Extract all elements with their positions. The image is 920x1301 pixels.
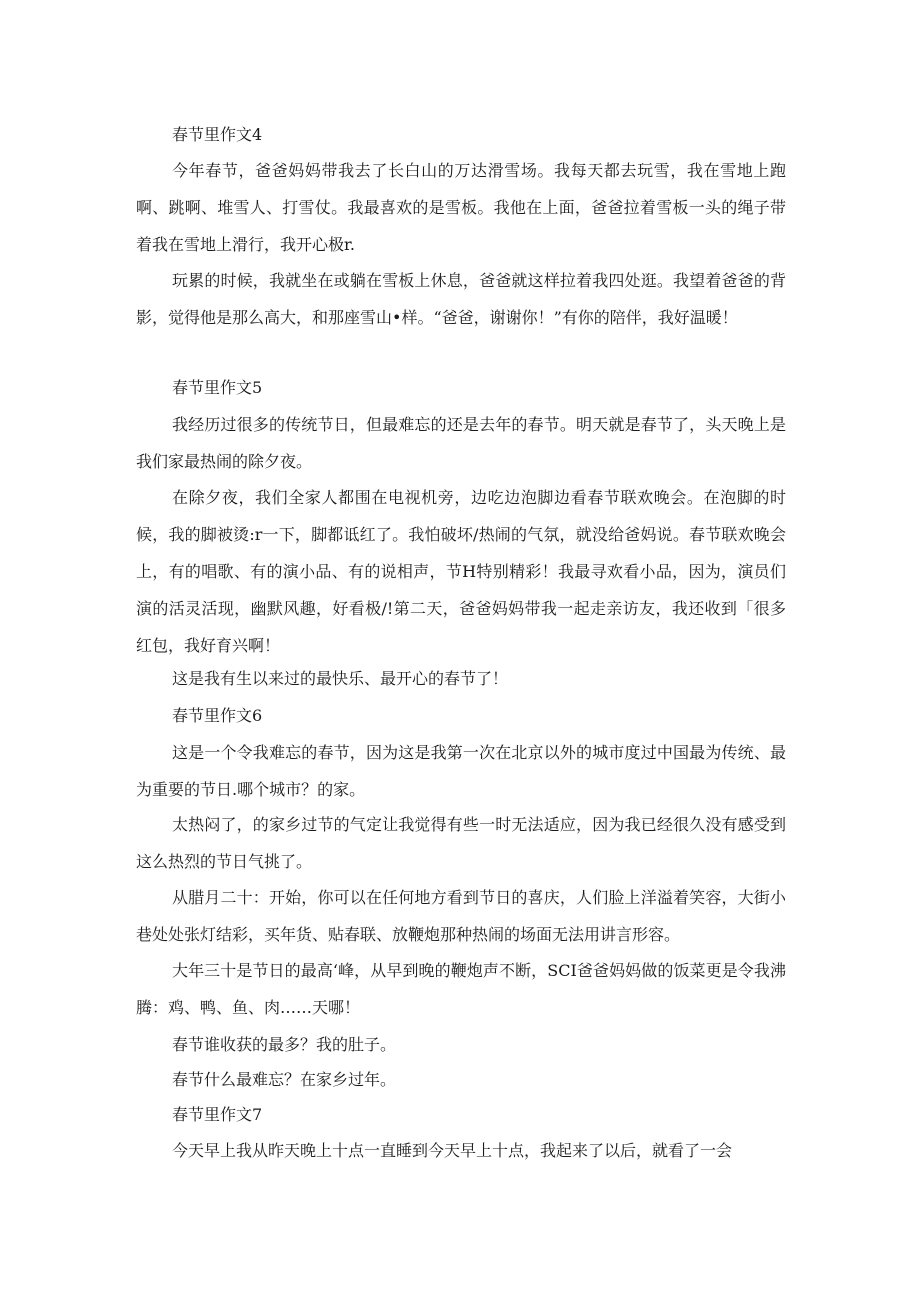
paragraph: 这是我有生以来过的最快乐、最开心的春节了！ xyxy=(172,669,509,688)
paragraph: 春节谁收获的最多？我的肚子。 xyxy=(172,1035,397,1054)
paragraph: 这是一个令我难忘的春节，因为这是我第一次在北京以外的城市度过中国最为传统、最为重要的节日.哪个城市？的家。 xyxy=(136,743,786,799)
paragraph: 太热闷了，的家乡过节的气定让我觉得有些一时无法适应，因为我已经很久没有感受到这么热烈的节日气挑了。 xyxy=(136,815,786,871)
section-title-7: 春节里作文7 xyxy=(172,1105,263,1124)
section-title-4: 春节里作文4 xyxy=(172,125,263,144)
paragraph: 我经历过很多的传统节日，但最难忘的还是去年的春节。明天就是春节了，头天晚上是我们家最热闹的除夕夜。 xyxy=(136,415,786,471)
paragraph: 今天早上我从昨天晚上十点一直睡到今天早上十点，我起来了以后，就看了一会 xyxy=(172,1141,733,1160)
paragraph: 从腊月二十：开始，你可以在任何地方看到节日的喜庆，人们脸上洋溢着笑容，大街小巷处处张灯结彩，买年货、贴春联、放鞭炮那种热闹的场面无法用讲言形容。 xyxy=(136,888,786,944)
paragraph: 玩累的时候，我就坐在或躺在雪板上休息，爸爸就这样拉着我四处逛。我望着爸爸的背影，觉得他是那么高大，和那座雪山•样。“爸爸，谢谢你！”有你的陪伴，我好温暖！ xyxy=(136,271,786,327)
paragraph: 春节什么最难忘？在家乡过年。 xyxy=(172,1070,397,1089)
paragraph: 今年春节，爸爸妈妈带我去了长白山的万达滑雪场。我每天都去玩雪，我在雪地上跑啊、跳啊、堆雪人、打雪仗。我最喜欢的是雪板。我他在上面，爸爸拉着雪板一头的绳子带着我在雪地上滑行，我开心极r. xyxy=(136,161,786,254)
paragraph: 在除夕夜，我们全家人都围在电视机旁，边吃边泡脚边看春节联欢晚会。在泡脚的时候，我的脚被烫:r一下，脚都诋红了。我怕破坏/热闹的气氛，就没给爸妈说。春节联欢晚会上，有的唱歌、有的演小品、有的说相声，节H特别精彩！我最寻欢看小品，因为，演员们演的活灵活现，幽默风趣，好看极/!第二天，爸爸妈妈带我一起走亲访友，我还收到「很多红包，我好育兴啊！ xyxy=(136,488,786,655)
section-title-6: 春节里作文6 xyxy=(172,706,263,725)
paragraph: 大年三十是节日的最高‘峰，从早到晚的鞭炮声不断，SCI爸爸妈妈做的饭菜更是令我沸腾：鸡、鸭、鱼、肉……天哪！ xyxy=(136,961,786,1017)
section-title-5: 春节里作文5 xyxy=(172,378,263,397)
